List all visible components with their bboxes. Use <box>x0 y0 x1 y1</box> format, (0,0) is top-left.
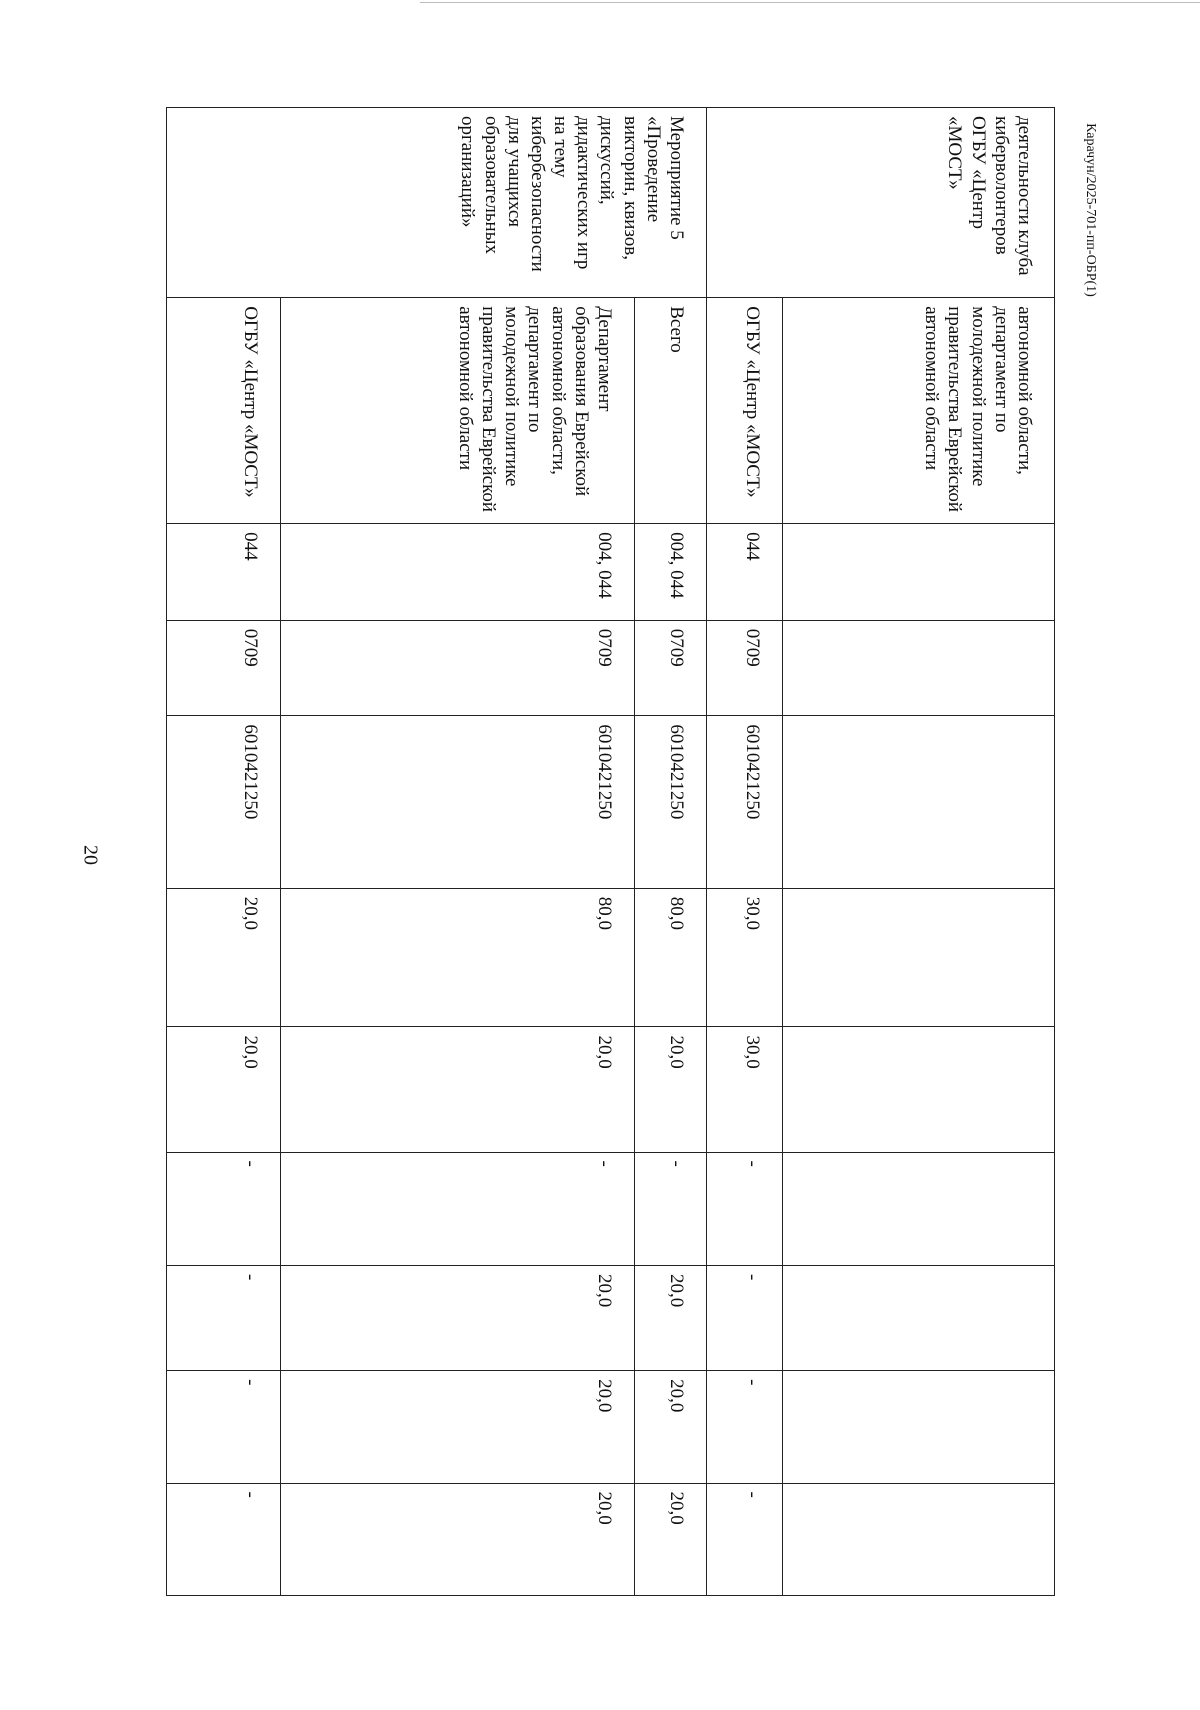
table-row <box>783 108 1055 1596</box>
table-row <box>707 108 783 1596</box>
value-cell <box>783 888 1055 1027</box>
value-cell: 80,0 <box>635 888 707 1027</box>
value-cell: 20,0 <box>635 1483 707 1596</box>
grbs-cell: 044 <box>167 524 281 621</box>
csr-cell <box>783 716 1055 888</box>
value-cell: 20,0 <box>281 1483 635 1596</box>
value-cell: - <box>167 1152 281 1265</box>
budget-table-rotated <box>167 107 1055 1596</box>
value-cell <box>783 1265 1055 1370</box>
csr-cell: 6010421250 <box>707 716 783 888</box>
grbs-cell: 004, 044 <box>281 524 635 621</box>
csr-cell: 6010421250 <box>635 716 707 888</box>
value-cell: - <box>281 1152 635 1265</box>
activity-cell: Мероприятие 5 «Проведение викторин, квизов, дискуссий, дидактических игр на тему кибербезопасности для учащихся образовательных организаций» <box>167 108 707 298</box>
value-cell <box>783 1483 1055 1596</box>
value-cell: 20,0 <box>167 1027 281 1152</box>
table-row <box>281 108 635 1596</box>
table-row <box>167 108 281 1596</box>
page-number: 20 <box>79 845 102 865</box>
value-cell: 20,0 <box>635 1265 707 1370</box>
table-row <box>635 108 707 1596</box>
value-cell: - <box>707 1265 783 1370</box>
rzpr-cell <box>783 620 1055 716</box>
value-cell: - <box>707 1483 783 1596</box>
value-cell: - <box>707 1152 783 1265</box>
value-cell <box>783 1152 1055 1265</box>
grbs-cell: 004, 044 <box>635 524 707 621</box>
csr-cell: 6010421250 <box>281 716 635 888</box>
value-cell: - <box>167 1483 281 1596</box>
budget-table-frame <box>167 107 1055 1596</box>
executor-cell: ОГБУ «Центр «МОСТ» <box>167 298 281 524</box>
grbs-cell: 044 <box>707 524 783 621</box>
activity-cell: деятельности клуба киберволонтеров ОГБУ «Центр «МОСТ» <box>707 108 1055 298</box>
value-cell: 20,0 <box>281 1371 635 1483</box>
value-cell: 20,0 <box>281 1027 635 1152</box>
executor-cell: Департамент образования Еврейской автономной области, департамент по молодежной политике правительства Еврейской автономной области <box>281 298 635 524</box>
csr-cell: 6010421250 <box>167 716 281 888</box>
rzpr-cell: 0709 <box>281 620 635 716</box>
rzpr-cell: 0709 <box>167 620 281 716</box>
rzpr-cell: 0709 <box>707 620 783 716</box>
value-cell: 30,0 <box>707 888 783 1027</box>
executor-cell: Всего <box>635 298 707 524</box>
value-cell: - <box>635 1152 707 1265</box>
executor-cell: автономной области, департамент по молодежной политике правительства Еврейской автономной области <box>783 298 1055 524</box>
document-code: Карачун/2025-701-пп-ОБР(1) <box>1083 123 1098 297</box>
value-cell: 20,0 <box>281 1265 635 1370</box>
value-cell: 20,0 <box>167 888 281 1027</box>
value-cell: - <box>167 1371 281 1483</box>
value-cell: 20,0 <box>635 1371 707 1483</box>
value-cell <box>783 1371 1055 1483</box>
executor-cell: ОГБУ «Центр «МОСТ» <box>707 298 783 524</box>
value-cell: 30,0 <box>707 1027 783 1152</box>
value-cell: - <box>707 1371 783 1483</box>
value-cell: 80,0 <box>281 888 635 1027</box>
budget-table <box>166 107 1055 1596</box>
value-cell <box>783 1027 1055 1152</box>
value-cell: 20,0 <box>635 1027 707 1152</box>
grbs-cell <box>783 524 1055 621</box>
scan-edge-line <box>420 2 1200 3</box>
value-cell: - <box>167 1265 281 1370</box>
rzpr-cell: 0709 <box>635 620 707 716</box>
